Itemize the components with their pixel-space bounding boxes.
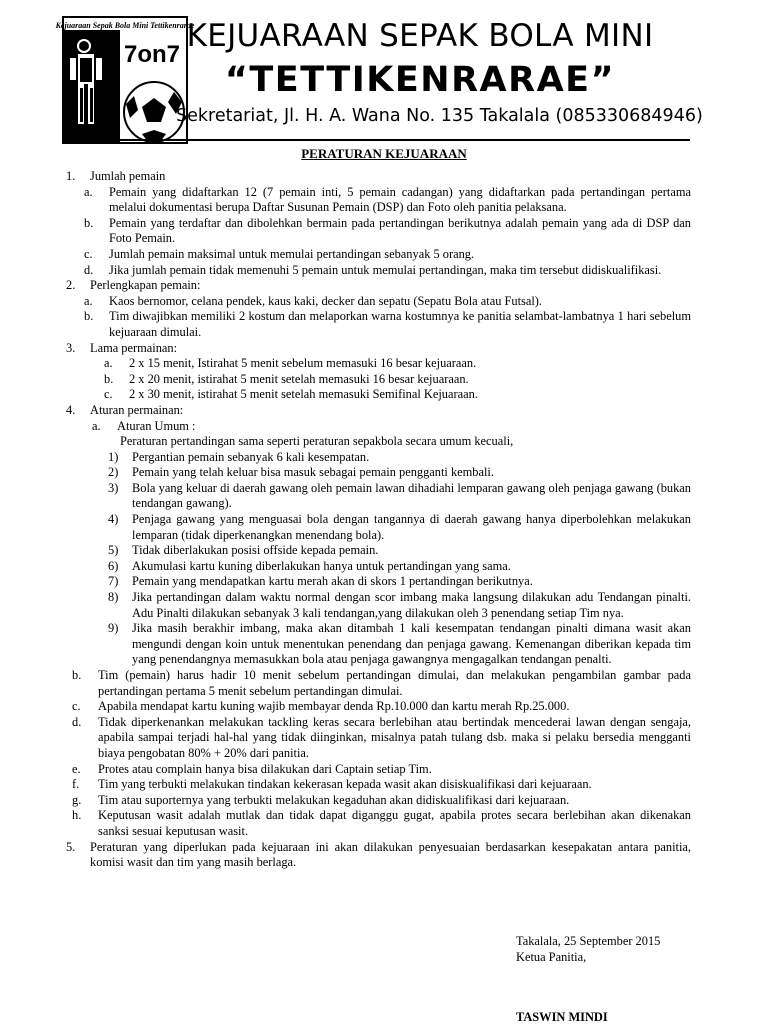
item-marker: 9)	[108, 621, 119, 636]
item-text: Pemain yang terdaftar dan dibolehkan bermain pada pertandingan berikutnya adalah pemain yang ada di DSP dan Foto Pemain.	[109, 215, 691, 246]
item-text: Aturan Umum :	[117, 418, 196, 433]
section-number: 4.	[66, 402, 76, 417]
item-marker: a.	[92, 418, 101, 433]
section-title: Perlengkapan pemain:	[90, 278, 201, 293]
item-text: Pemain yang mendapatkan kartu merah akan di skors 1 pertandingan berikutnya.	[132, 574, 533, 589]
logo-text: Kejuaraan Sepak Bola Mini Tettikenrarae	[55, 21, 195, 30]
header-divider	[62, 139, 690, 141]
item-text: Pemain yang telah keluar bisa masuk sebagai pemain pengganti kembali.	[132, 465, 494, 480]
rules-content	[66, 169, 691, 871]
item-marker: 4)	[108, 512, 119, 527]
list-item	[66, 185, 691, 216]
item-text: Jumlah pemain maksimal untuk memulai pertandingan sebanyak 5 orang.	[109, 246, 475, 261]
list-item	[66, 356, 691, 372]
item-text: Pergantian pemain sebanyak 6 kali kesempatan.	[132, 449, 370, 464]
item-text: Jika pertandingan dalam waktu normal dengan scor imbang maka langsung dilakukan adu Tendangan pinalti. Adu Pinalti dilakukan sebanyak 3 kali tendangan,yang dilakukan oleh 3 penendang setiap Tim nya.	[132, 590, 691, 620]
section-title: Jumlah pemain	[90, 169, 166, 183]
item-marker: d.	[72, 714, 82, 729]
logo-badge: 7on7	[123, 41, 181, 68]
item-text: Tim diwajibkan memiliki 2 kostum dan melaporkan warna kostumnya ke panitia selambat-lambatnya 1 hari sebelum kejuaraan dimulai.	[109, 309, 691, 339]
header-address: Sekretariat, Jl. H. A. Wana No. 135 Takalala (085330684946)	[176, 106, 703, 126]
list-item	[66, 309, 691, 340]
section-number: 5.	[66, 839, 76, 854]
item-marker: d.	[84, 262, 94, 277]
item-text: Keputusan wasit adalah mutlak dan tidak dapat diganggu gugat, apabila protes secara berlebihan akan dikenakan sanksi sesuai keputusan wasit.	[98, 808, 691, 838]
section-number: 2.	[66, 278, 76, 293]
item-marker: a.	[104, 356, 113, 371]
section-1	[66, 169, 691, 185]
list-item	[66, 294, 691, 310]
item-marker: c.	[84, 246, 93, 261]
signature-place-date: Takalala, 25 September 2015	[516, 934, 661, 948]
item-marker: 6)	[108, 558, 119, 573]
header-title-line2: “TETTIKENRARAE”	[224, 60, 616, 100]
item-text: 2 x 15 menit, Istirahat 5 menit sebelum memasuki 16 besar kejuaraan.	[129, 356, 477, 371]
list-item	[66, 419, 691, 435]
item-marker: h.	[72, 808, 82, 823]
section-2	[66, 278, 691, 294]
section-title: Peraturan yang diperlukan pada kejuaraan ini akan dilakukan penyesuaian berdasarkan kesepakatan antara panitia, komisi wasit dan tim yang masih berlaga.	[90, 839, 691, 870]
item-marker: b.	[104, 371, 114, 386]
item-text: 2 x 20 menit, istirahat 5 menit setelah memasuki 16 besar kejuaraan.	[129, 371, 469, 386]
item-marker: b.	[84, 215, 94, 230]
signature-name: TASWIN MINDI	[516, 1010, 608, 1024]
list-item	[66, 216, 691, 247]
aturan-umum-intro: Peraturan pertandingan sama seperti peraturan sepakbola secara umum kecuali,	[120, 434, 514, 449]
item-text: Tim (pemain) harus hadir 10 menit sebelum pertandingan dimulai, dan melakukan pengambilan gambar pada pertandingan pertama 5 menit sebelum pertandingan dimulai.	[98, 668, 691, 698]
list-item	[66, 715, 691, 762]
list-item	[66, 699, 691, 715]
item-marker: e.	[72, 761, 81, 776]
list-item	[66, 762, 691, 778]
item-marker: 7)	[108, 574, 119, 589]
item-marker: c.	[72, 699, 81, 714]
item-text: Bola yang keluar di daerah gawang oleh pemain lawan dihadiahi lemparan gawang oleh penjaga gawang (bukan tendangan gawang).	[132, 480, 691, 511]
list-item	[66, 263, 691, 279]
item-marker: 8)	[108, 590, 119, 605]
section-5	[66, 840, 691, 871]
list-item	[66, 793, 691, 809]
list-item	[66, 559, 691, 575]
item-marker: b.	[72, 668, 82, 682]
item-marker: a.	[84, 293, 93, 308]
item-marker: 3)	[108, 480, 119, 495]
section-3	[66, 341, 691, 357]
item-marker: a.	[84, 184, 93, 199]
list-item	[66, 481, 691, 512]
list-item	[66, 247, 691, 263]
item-text: Protes atau complain hanya bisa dilakukan dari Captain setiap Tim.	[98, 761, 432, 776]
list-item	[66, 808, 691, 839]
item-text: Apabila mendapat kartu kuning wajib membayar denda Rp.10.000 dan kartu merah Rp.25.000.	[98, 699, 570, 714]
item-marker: 2)	[108, 465, 119, 480]
item-text: Tim yang terbukti melakukan tindakan kekerasan kepada wasit akan disiskualifikasi dari kejuaraan.	[98, 777, 592, 792]
item-text: Jika masih berakhir imbang, maka akan ditambah 1 kali kesempatan tendangan pinalti dimana wasit akan mengundi dengan koin untuk menentukan penendang dan penjaga gawang. Kemenangan diberikan kepada tim yang penendangnya memasukkan bola atau penjaga gawangnya mengagalkan tendangan penalti.	[132, 621, 691, 667]
list-item	[66, 450, 691, 466]
item-text: Penjaga gawang yang menguasai bola dengan tangannya di daerah gawang hanya diperbolehkan melakukan lemparan (tidak diperkenangkan menendang bola).	[132, 512, 691, 542]
item-text: Jika jumlah pemain tidak memenuhi 5 pemain untuk memulai pertandingan, maka tim tersebut didiskualifikasi.	[109, 262, 662, 277]
section-title: Aturan permainan:	[90, 402, 184, 417]
section-4	[66, 403, 691, 419]
list-item	[66, 512, 691, 543]
item-marker: 5)	[108, 543, 119, 558]
item-marker: f.	[72, 777, 80, 792]
signature-role: Ketua Panitia,	[516, 950, 587, 964]
item-marker: g.	[72, 792, 82, 807]
item-text: 2 x 30 menit, istirahat 5 menit setelah memasuki Semifinal Kejuaraan.	[129, 387, 478, 402]
document-title: PERATURAN KEJUARAAN	[301, 146, 467, 161]
list-item	[66, 574, 691, 590]
list-item	[66, 621, 691, 668]
item-marker: 1)	[108, 449, 119, 464]
list-item	[66, 777, 691, 793]
item-marker: c.	[104, 387, 113, 402]
section-number: 3.	[66, 340, 76, 355]
item-text: Kaos bernomor, celana pendek, kaus kaki, decker dan sepatu (Sepatu Bola atau Futsal).	[109, 293, 543, 308]
section-number: 1.	[66, 169, 76, 183]
item-text: Tidak diperkenankan melakukan tackling keras secara berlebihan atau bertindak mencederai lawan dengan sengaja, apabila sampai terjadi hal-hal yang tidak diinginkan, misalnya patah tulang dsb. maka si pelaku bersedia mengganti biaya pengobatan 80% + 20% dari panitia.	[98, 714, 691, 760]
list-item	[66, 465, 691, 481]
item-text: Tim atau suporternya yang terbukti melakukan kegaduhan akan didiskualifikasi dari kejuaraan.	[98, 792, 570, 807]
header-title-line1: KEJUARAAN SEPAK BOLA MINI	[186, 18, 654, 54]
list-item	[66, 590, 691, 621]
item-text: Tidak diberlakukan posisi offside kepada pemain.	[132, 543, 379, 558]
list-item	[66, 668, 691, 699]
list-item	[66, 387, 691, 403]
section-title: Lama permainan:	[90, 340, 178, 355]
list-item	[66, 372, 691, 388]
item-text: Pemain yang didaftarkan 12 (7 pemain inti, 5 pemain cadangan) yang didaftarkan pada pertandingan pertama melalui dokumentasi berupa Daftar Susunan Pemain (DSP) dan Foto oleh panitia pelaksana.	[109, 184, 691, 215]
list-item	[66, 543, 691, 559]
item-text: Akumulasi kartu kuning diberlakukan hanya untuk pertandingan yang sama.	[132, 558, 511, 573]
item-marker: b.	[84, 309, 94, 324]
